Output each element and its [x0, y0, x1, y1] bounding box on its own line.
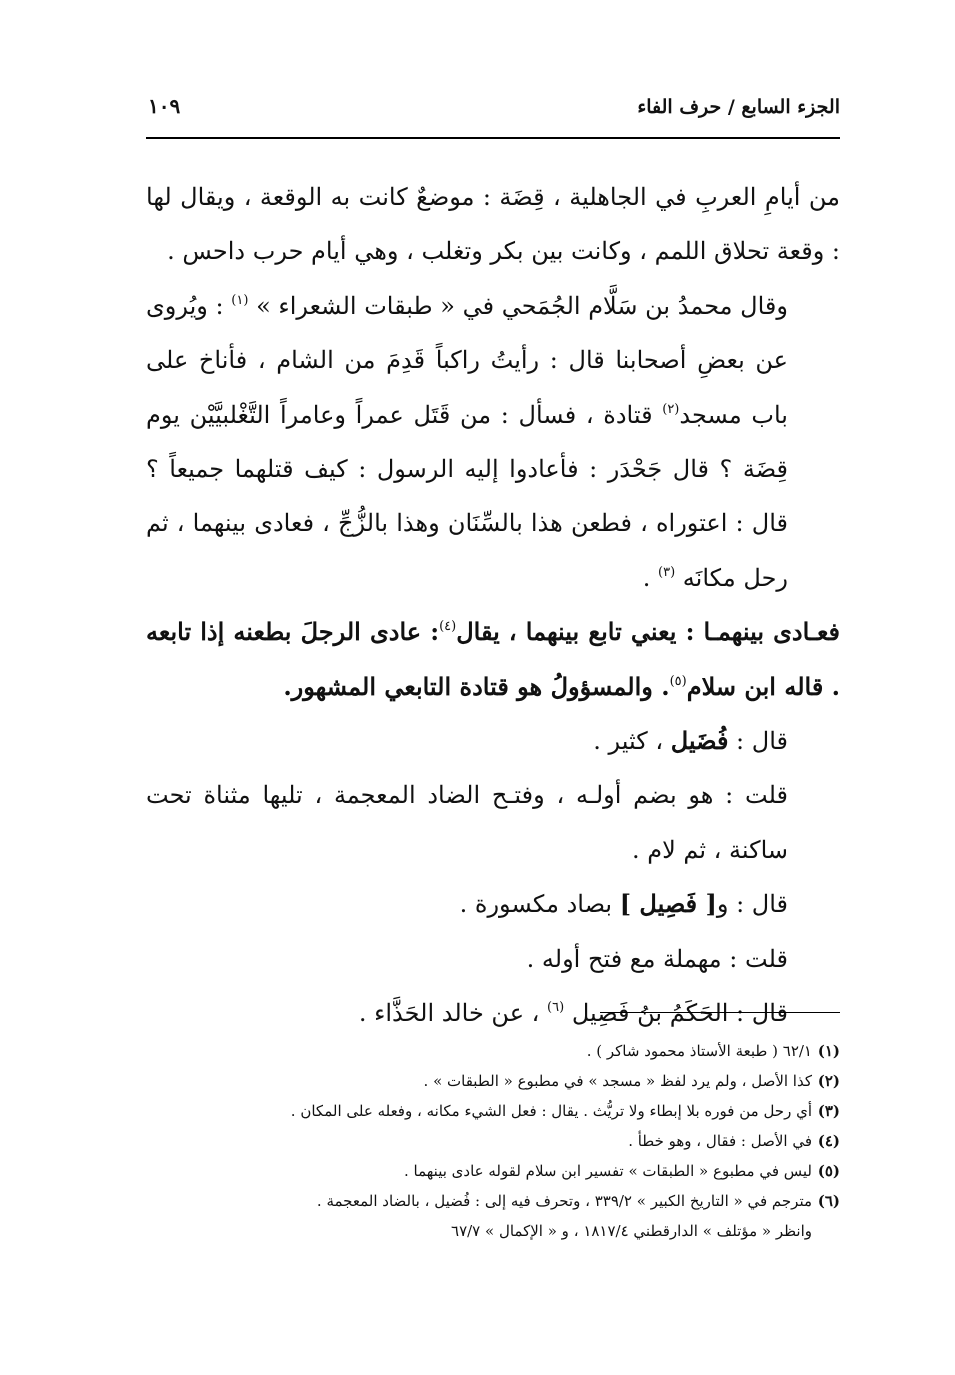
text-run: قال : و: [716, 890, 788, 919]
footnote-number: (٣): [817, 1102, 840, 1120]
paragraph-7: قلت : مهملة مع فتح أوله .: [526, 944, 788, 973]
footnote-5: [146, 1156, 840, 1186]
footnote-6-continued: وانظر « مؤتلف » الدارقطني ١٨١٧/٤ ، و « الإكمال » ٦٧/٧: [451, 1222, 812, 1240]
footnote-ref-6: (٦): [547, 1000, 565, 1016]
paragraph-2: [146, 279, 840, 605]
paragraph-8: [146, 986, 840, 1040]
footnote-rule: [600, 1012, 840, 1013]
entry-name: فُضَيل: [670, 726, 729, 756]
paragraph-5: قلت : هو بضم أولـه ، وفتـح الضاد المعجمة ، تليها مثناة تحت ساكنة ، ثم لام .: [146, 781, 788, 864]
running-header: [146, 88, 840, 134]
text-run: قال :: [728, 727, 788, 756]
text-run: : ويُروى عن بعضِ أصحابنا قال : رأيتُ راكباً قَدِمَ من الشام ، فأناخ على باب مسجد: [146, 291, 788, 429]
text-run: بصاد مكسورة .: [459, 890, 620, 919]
footnote-text: ليس في مطبوع « الطبقات » تفسير ابن سلام لقوله عادى بينهما .: [403, 1162, 812, 1180]
footnote-number: (٥): [817, 1162, 840, 1180]
text-run-bold: فعـادى بينهمـا : يعني تابع بينهما ، يقال: [456, 617, 841, 647]
footnote-text: كذا الأصل ، ولم يرد لفظ « مسجد » في مطبوع « الطبقات » .: [423, 1072, 812, 1090]
footnote-ref-5: (٥): [669, 673, 687, 689]
footnote-ref-3: (٣): [658, 564, 676, 580]
page-number: ١٠٩: [148, 94, 181, 118]
footnote-ref-1: (١): [231, 292, 249, 308]
paragraph-1: من أيامِ العربِ في الجاهلية ، قِضَة : موضعٌ كانت به الوقعة ، ويقال لها : وقعة تحلاق اللمم ، وكانت بين بكر وتغلب ، وهي أيام حرب داحس .: [146, 183, 840, 266]
footnote-3: [146, 1096, 840, 1126]
footnote-number: (٤): [817, 1132, 840, 1150]
paragraph-6: [146, 877, 840, 931]
paragraph-3: [146, 605, 840, 714]
header-rule: [146, 137, 840, 139]
footnote-text: أي رحل من فوره بلا إبطاء ولا تريُّث . يقال : فعل الشيء مكانه ، وفعله على المكان .: [290, 1102, 812, 1120]
footnote-number: (٦): [817, 1192, 840, 1210]
header-title: الجزء السابع / حرف الفاء: [637, 96, 840, 118]
text-run: قتادة ، فسأل : من قَتَل عمراً وعامراً التَّغْلبيَّيْن يوم قِضَة ؟ قال جَحْدَر : فأعادوا إليه الرسول : كيف قتلهما جميعاً ؟ قال : اعتوراه ، فطعن هذا بالسِّنَان وهذا بالزُّجِّ ، فعادى بينهما ، ثم رحل مكانَه: [146, 400, 788, 592]
footnote-6: [146, 1186, 840, 1216]
footnote-ref-2: (٢): [662, 401, 680, 417]
footnote-number: (١): [817, 1042, 840, 1060]
footnote-2: [146, 1066, 840, 1096]
footnote-ref-4: (٤): [439, 619, 457, 635]
text-run: .: [642, 563, 651, 592]
paragraph-4: [146, 714, 840, 768]
footnote-4: [146, 1126, 840, 1156]
text-run-bold: : عادى الرجلَ بطعنه إذا تابعه . قاله ابن سلام: [146, 617, 840, 701]
text-run: ، عن خالد الحَذَّاء .: [358, 999, 540, 1028]
footnotes: [146, 1036, 840, 1246]
text-run: وقال محمدُ بن سَلَّام الجُمَحي في « طبقات الشعراء »: [256, 291, 788, 320]
footnote-text: مترجم في « التاريخ الكبير » ٣٣٩/٢ ، وتحرف فيه إلى : فُضيل ، بالضاد المعجمة .: [316, 1192, 812, 1210]
main-text: [146, 170, 840, 1041]
text-run: ، كثير .: [593, 727, 671, 756]
footnote-number: (٢): [817, 1072, 840, 1090]
text-run-bold: . والمسؤولُ هو قتادة التابعي المشهور.: [283, 671, 670, 701]
footnote-1: [146, 1036, 840, 1066]
footnote-text: ٦٢/١ ( طبعة الأستاذ محمود شاكر ) .: [586, 1042, 812, 1060]
footnote-text: في الأصل : فقال ، وهو خطأ .: [628, 1132, 812, 1150]
entry-name: [ فَصِيل ]: [619, 889, 717, 919]
text-run: قال : الحَكَمُ بنُ فَصِيل: [571, 999, 788, 1028]
